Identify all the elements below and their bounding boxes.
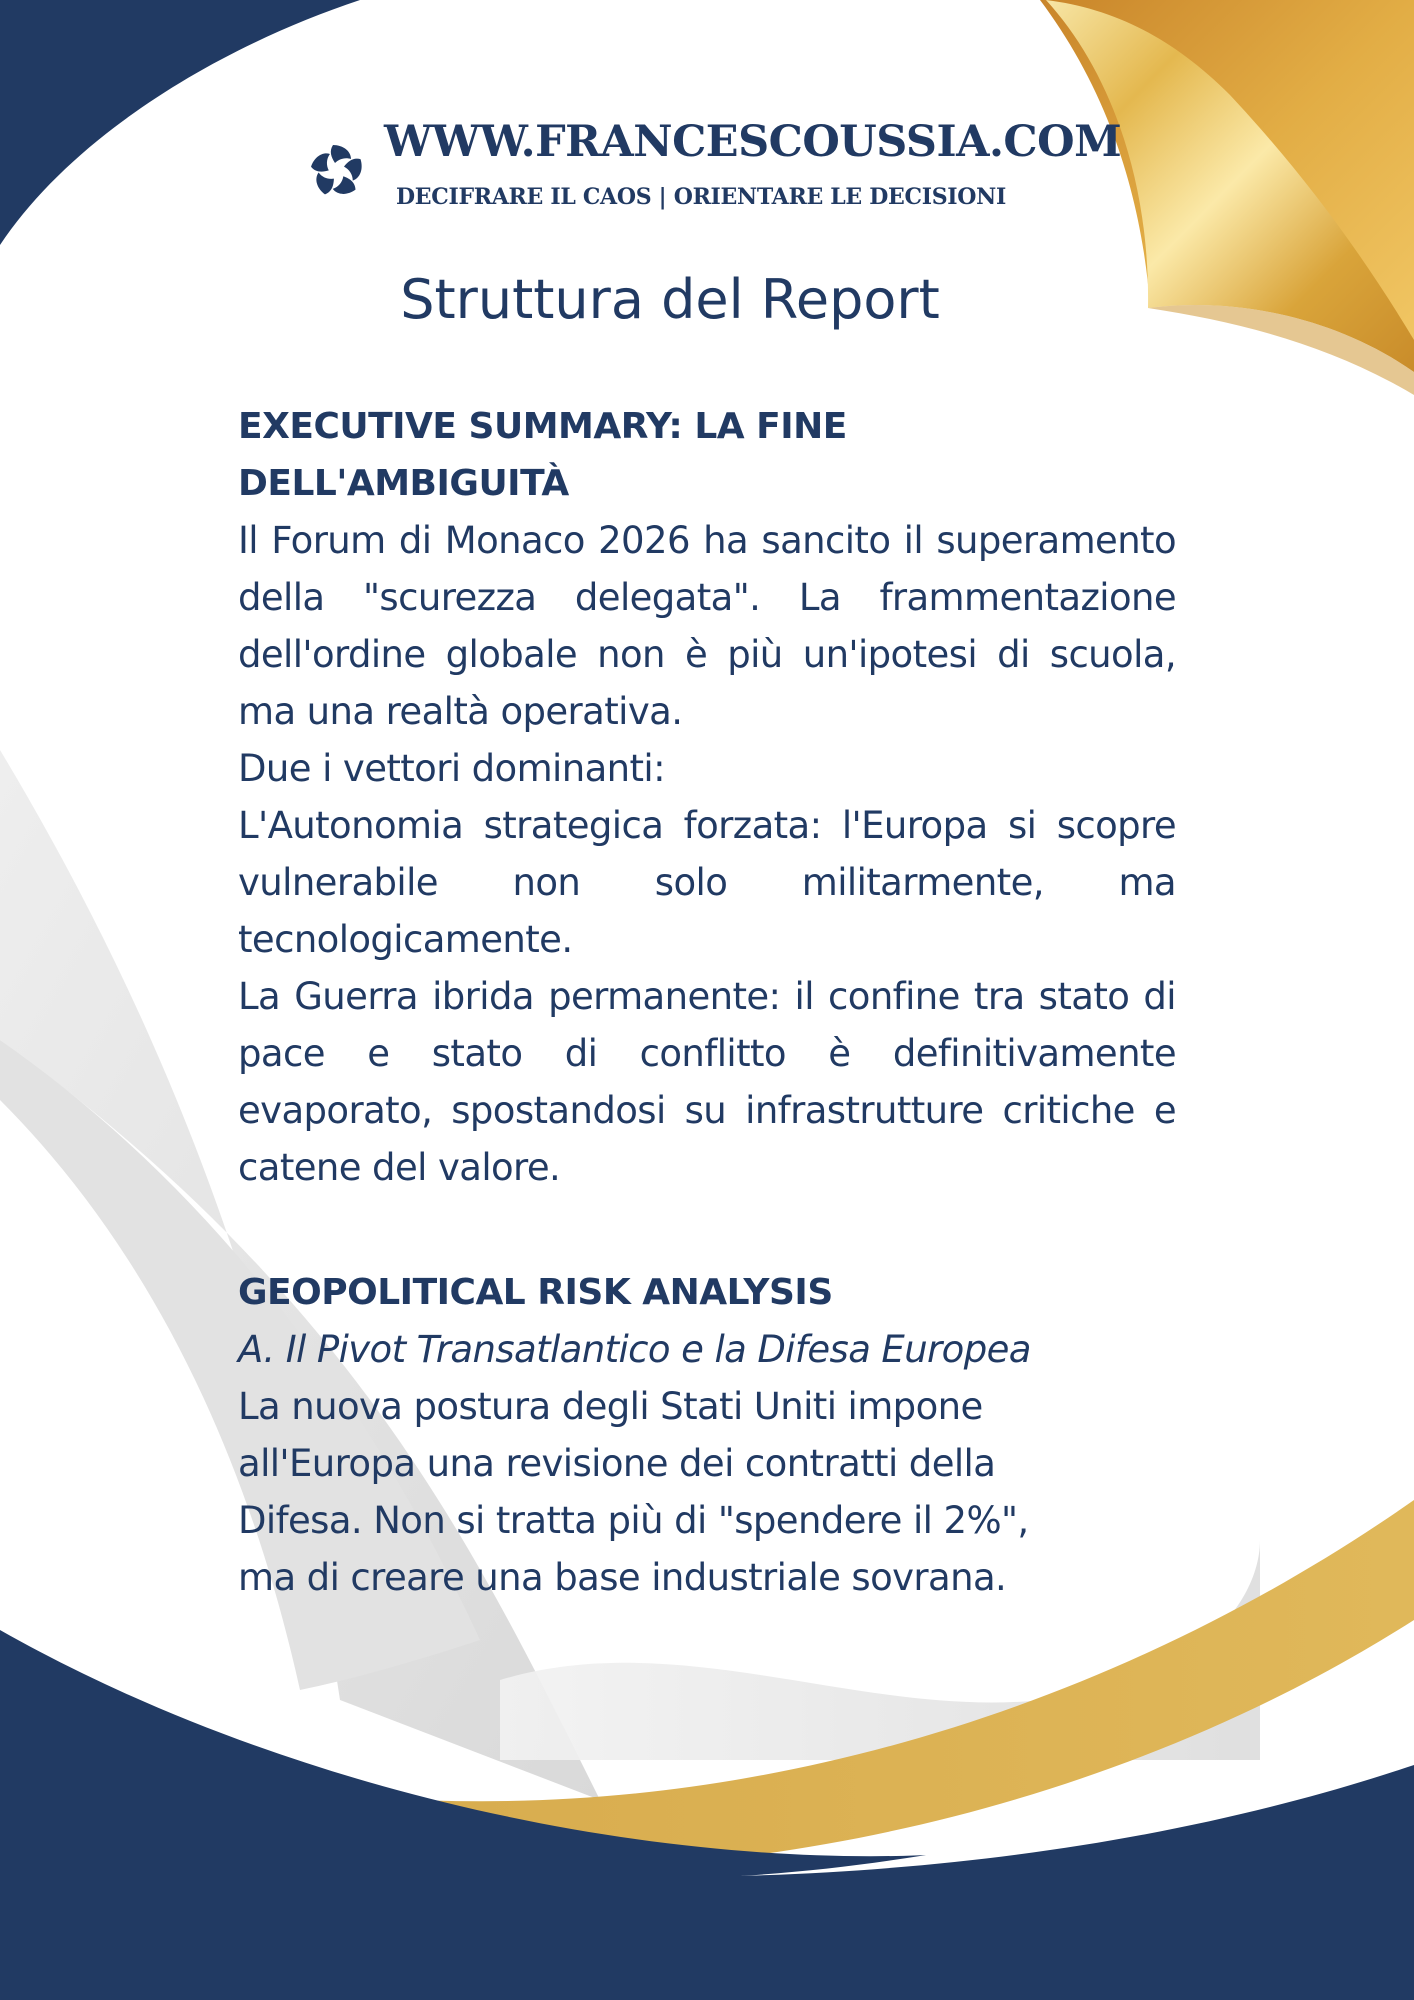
geopolitical-text-line4: ma di creare una base industriale sovrana. (238, 1556, 1007, 1599)
page-title: Struttura del Report (400, 268, 940, 331)
executive-paragraph-autonomy: L'Autonomia strategica forzata: l'Europa si scopre vulnerabile non solo militarmente, ma tecnologicamente. (238, 804, 1176, 961)
geopolitical-text-line2: all'Europa una revisione dei contratti della (238, 1442, 996, 1485)
executive-paragraph-intro: Il Forum di Monaco 2026 ha sancito il superamento della "scurezza delegata". La frammentazione dell'ordine globale non è più un'ipotesi di scuola, ma una realtà operativa. (238, 519, 1176, 733)
section-spacer (238, 1196, 1176, 1264)
geopolitical-text-line3: Difesa. Non si tratta più di "spendere il 2%", (238, 1499, 1029, 1542)
site-url[interactable]: WWW.FRANCESCOUSSIA.COM (384, 117, 1122, 167)
report-content (238, 398, 1176, 1606)
site-header (300, 112, 1122, 222)
executive-paragraph-vectors: Due i vettori dominanti: (238, 747, 665, 790)
executive-summary-section (238, 398, 1176, 1196)
executive-summary-heading-line2: DELL'AMBIGUITÀ (238, 463, 569, 504)
executive-summary-heading-line1: EXECUTIVE SUMMARY: LA FINE (238, 406, 847, 447)
geopolitical-risk-heading: GEOPOLITICAL RISK ANALYSIS (238, 1272, 833, 1313)
geopolitical-text-line1: La nuova postura degli Stati Uniti impone (238, 1385, 983, 1428)
site-tagline: DECIFRARE IL CAOS | ORIENTARE LE DECISIONI (396, 184, 1006, 210)
geopolitical-subheading: A. Il Pivot Transatlantico e la Difesa Europea (238, 1328, 1031, 1371)
geopolitical-risk-section (238, 1264, 1176, 1606)
executive-paragraph-hybrid-war: La Guerra ibrida permanente: il confine tra stato di pace e stato di conflitto è definitivamente evaporato, spostandosi su infrastrutture critiche e catene del valore. (238, 975, 1176, 1189)
pinwheel-logo-icon (308, 142, 366, 200)
